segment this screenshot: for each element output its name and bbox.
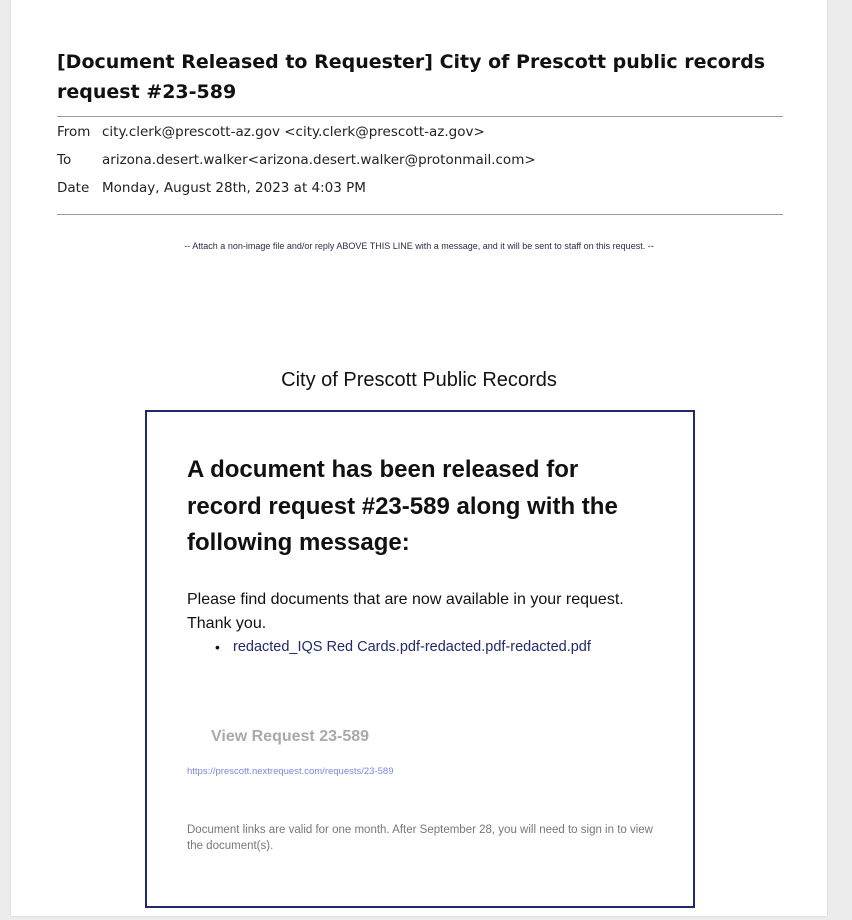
date-label: Date <box>57 180 90 196</box>
from-row <box>57 124 485 140</box>
card-title: A document has been released for record request #23-589 along with the following message: <box>187 456 618 556</box>
email-page <box>11 0 827 916</box>
document-link[interactable]: redacted_IQS Red Cards.pdf-redacted.pdf-redacted.pdf <box>233 639 591 655</box>
from-label: From <box>57 124 91 140</box>
org-name: City of Prescott Public Records <box>281 369 557 391</box>
attach-notice: -- Attach a non-image file and/or reply ABOVE THIS LINE with a message, and it will be sent to staff on this request. -- <box>184 241 654 251</box>
document-list <box>187 636 591 658</box>
card-message: Please find documents that are now available in your request. Thank you. <box>187 591 624 632</box>
to-row <box>57 152 536 168</box>
from-value: city.clerk@prescott-az.gov <city.clerk@prescott-az.gov> <box>102 124 485 140</box>
header-divider-bottom <box>57 214 783 215</box>
date-row <box>57 180 366 196</box>
date-value: Monday, August 28th, 2023 at 4:03 PM <box>102 180 366 196</box>
release-card <box>145 410 695 908</box>
view-request-button[interactable]: View Request 23-589 <box>211 728 370 745</box>
list-item <box>187 636 591 658</box>
email-subject: [Document Released to Requester] City of Prescott public records request #23-589 <box>57 51 766 103</box>
header-divider-top <box>57 116 783 117</box>
validity-note: Document links are valid for one month. After September 28, you will need to sign in to view the document(s). <box>187 824 653 852</box>
to-value: arizona.desert.walker<arizona.desert.walker@protonmail.com> <box>102 152 536 168</box>
to-label: To <box>57 152 72 168</box>
request-url-link[interactable]: https://prescott.nextrequest.com/requests/23-589 <box>187 766 394 777</box>
